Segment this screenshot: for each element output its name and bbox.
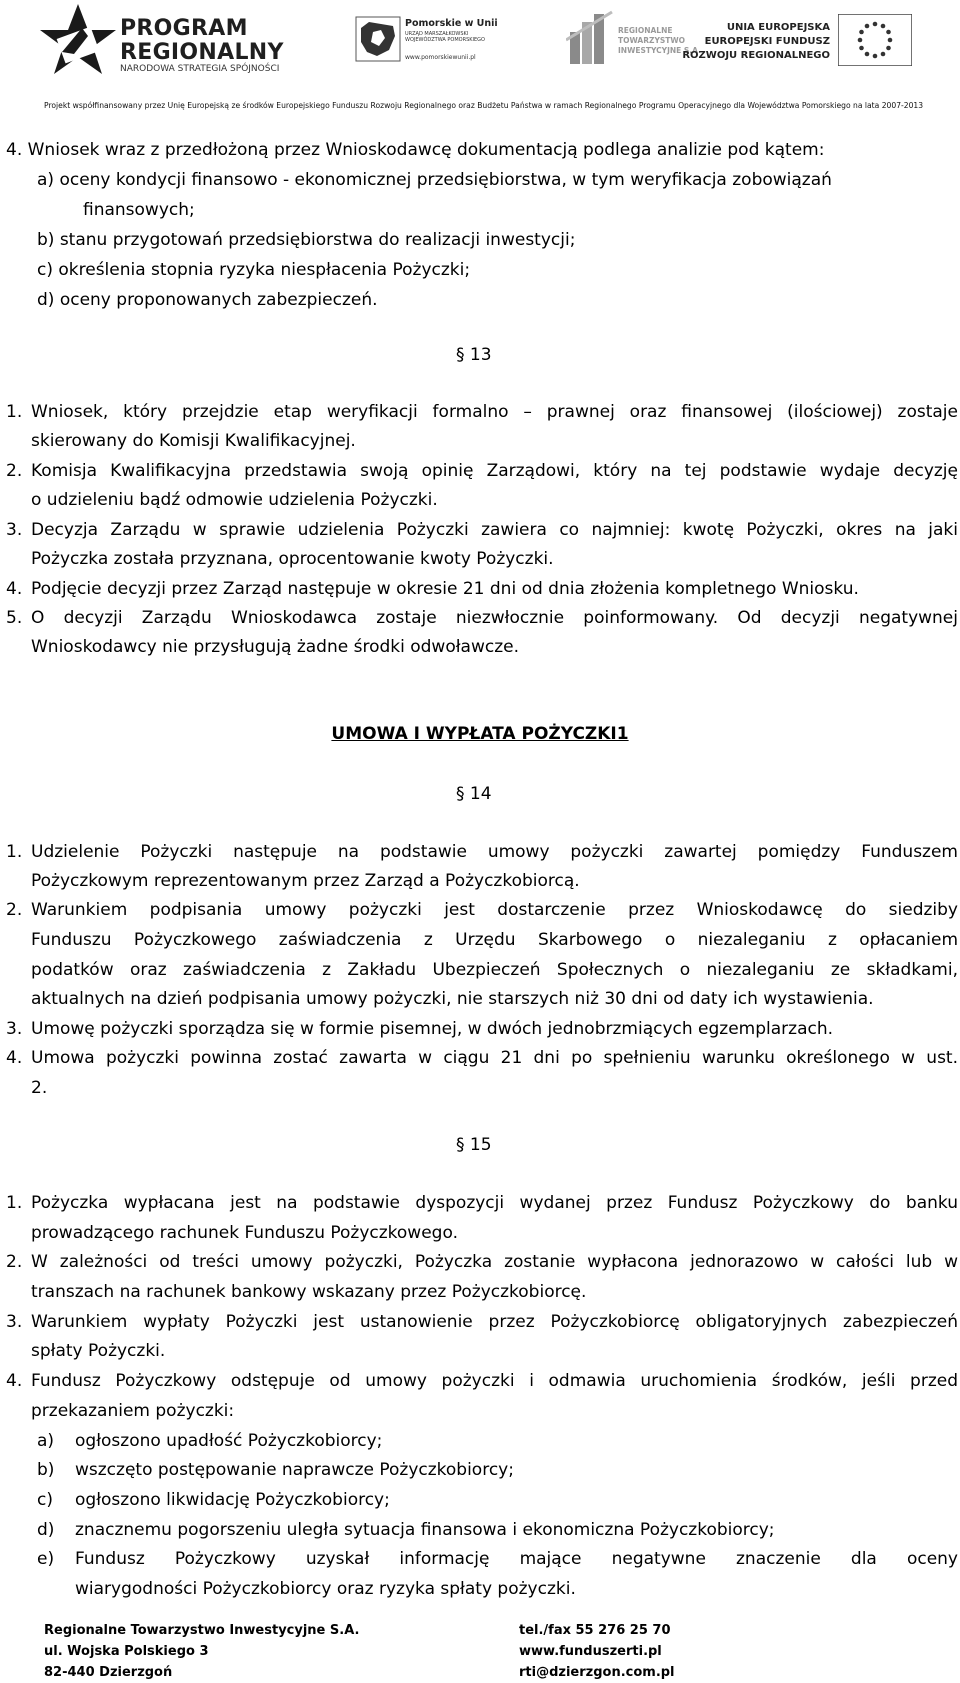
par13-item1-l1: Wniosek, który przejdzie etap weryfikacji formalno – prawnej oraz finansowej (ilościowej) zostaje bbox=[31, 402, 958, 422]
pomorskie-w-unii-logo bbox=[355, 14, 498, 70]
unia-europejska-logo bbox=[682, 14, 912, 74]
par15-sub-e-cont: wiarygodności Pożyczkobiorcy oraz ryzyka spłaty pożyczki. bbox=[75, 1579, 576, 1599]
page-header bbox=[0, 0, 960, 118]
par13-item2-l2: o udzieleniu bądź odmowie udzielenia Pożyczki. bbox=[31, 490, 438, 510]
par15-item1-l1: Pożyczka wypłacana jest na podstawie dyspozycji wydanej przez Fundusz Pożyczkowy do banku bbox=[31, 1193, 958, 1213]
rti-logo bbox=[566, 10, 701, 68]
section-top-p4: 4. Wniosek wraz z przedłożoną przez Wnioskodawcę dokumentacją podlega analizie pod kątem: bbox=[6, 140, 825, 160]
section-top-c: c) określenia stopnia ryzyka niespłacenia Pożyczki; bbox=[37, 260, 471, 280]
par15-item2-l1: W zależności od treści umowy pożyczki, Pożyczka zostanie wypłacona jednorazowo w całości lub w bbox=[31, 1252, 958, 1272]
ue-logo-line1: UNIA EUROPEJSKA bbox=[726, 22, 830, 33]
par15-item2-num: 2. bbox=[6, 1252, 23, 1272]
par15-sub-b-text: wszczęto postępowanie naprawcze Pożyczkobiorcy; bbox=[75, 1460, 514, 1480]
par15-item3-l2: spłaty Pożyczki. bbox=[31, 1341, 166, 1361]
par14-item3-l1: Umowę pożyczki sporządza się w formie pisemnej, w dwóch jednobrzmiących egzemplarzach. bbox=[31, 1019, 834, 1039]
par15-item1-l2: prowadzącego rachunek Funduszu Pożyczkowego. bbox=[31, 1223, 458, 1243]
footer-phone: tel./fax 55 276 25 70 bbox=[519, 1623, 671, 1638]
par15-sub-e-text: Fundusz Pożyczkowy uzyskał informację mające negatywne znaczenie dla oceny bbox=[75, 1549, 958, 1569]
par15-sub-a-text: ogłoszono upadłość Pożyczkobiorcy; bbox=[75, 1431, 383, 1451]
par13-item1-num: 1. bbox=[6, 402, 23, 422]
pomorskie-logo-office bbox=[405, 31, 485, 43]
pomorskie-logo-office-line1: URZĄD MARSZAŁKOWSKI bbox=[405, 31, 469, 37]
pomorskie-logo-url: www.pomorskiewunii.pl bbox=[405, 54, 476, 61]
par13-item2-l1: Komisja Kwalifikacyjna przedstawia swoją opinię Zarządowi, który na tej podstawie wydaje decyzję bbox=[31, 461, 958, 481]
par14-item4-num: 4. bbox=[6, 1048, 23, 1068]
section-top-a-cont: finansowych; bbox=[83, 200, 195, 220]
par13-item3-l2: Pożyczka została przyznana, oprocentowanie kwoty Pożyczki. bbox=[31, 549, 554, 569]
par14-item2-l4: aktualnych na dzień podpisania umowy pożyczki, nie starszych niż 30 dni od daty ich wystawienia. bbox=[31, 989, 874, 1009]
par13-item3-num: 3. bbox=[6, 520, 23, 540]
par13-item4-l1: Podjęcie decyzji przez Zarząd następuje w okresie 21 dni od dnia złożenia kompletnego Wniosku. bbox=[31, 579, 859, 599]
par15-item3-num: 3. bbox=[6, 1312, 23, 1332]
par13-item3-l1: Decyzja Zarządu w sprawie udzielenia Pożyczki zawiera co najmniej: kwotę Pożyczki, okres na jaki bbox=[31, 520, 958, 540]
par14-item1-l1: Udzielenie Pożyczki następuje na podstawie umowy pożyczki zawartej pomiędzy Funduszem bbox=[31, 842, 958, 862]
par14-item3-num: 3. bbox=[6, 1019, 23, 1039]
par13-title: § 13 bbox=[456, 345, 492, 365]
section-heading: UMOWA I WYPŁATA POŻYCZKI1 bbox=[331, 724, 629, 744]
par15-item4-num: 4. bbox=[6, 1371, 23, 1391]
par13-item4-num: 4. bbox=[6, 579, 23, 599]
par14-item1-num: 1. bbox=[6, 842, 23, 862]
program-logo-line2: REGIONALNY bbox=[120, 40, 284, 65]
par15-item4-l1: Fundusz Pożyczkowy odstępuje od umowy pożyczki i odmawia uruchomienia środków, jeśli przed bbox=[31, 1371, 958, 1391]
program-logo-line1: PROGRAM bbox=[120, 16, 248, 41]
pomorskie-map-icon bbox=[355, 16, 401, 62]
star-emblem-icon bbox=[38, 2, 118, 78]
par15-sub-a-label: a) bbox=[37, 1431, 55, 1451]
rti-logo-line2: TOWARZYSTWO bbox=[618, 36, 686, 45]
ue-logo-line3: ROZWOJU REGIONALNEGO bbox=[682, 50, 830, 61]
par14-item1-l2: Pożyczkowym reprezentowanym przez Zarząd a Pożyczkobiorcą. bbox=[31, 871, 580, 891]
rti-logo-line1: REGIONALNE bbox=[618, 26, 673, 35]
par15-item3-l1: Warunkiem wypłaty Pożyczki jest ustanowienie przez Pożyczkobiorcę obligatoryjnych zabezpieczeń bbox=[31, 1312, 958, 1332]
par15-title: § 15 bbox=[456, 1135, 492, 1155]
par13-item2-num: 2. bbox=[6, 461, 23, 481]
par15-sub-e-label: e) bbox=[37, 1549, 55, 1569]
par14-item2-l3: podatków oraz zaświadczenia z Zakładu Ubezpieczeń Społecznych o niezaleganiu ze składkami, bbox=[31, 960, 958, 980]
par13-item5-l1: O decyzji Zarządu Wnioskodawca zostaje niezwłocznie poinformowany. Od decyzji negatywnej bbox=[31, 608, 958, 628]
par13-item1-l2: skierowany do Komisji Kwalifikacyjnej. bbox=[31, 431, 356, 451]
par14-item2-num: 2. bbox=[6, 900, 23, 920]
par14-item2-l1: Warunkiem podpisania umowy pożyczki jest dostarczenie przez Wnioskodawcę do siedziby bbox=[31, 900, 958, 920]
par15-item4-l2: przekazaniem pożyczki: bbox=[31, 1401, 235, 1421]
footer-address bbox=[44, 1620, 359, 1683]
par14-title: § 14 bbox=[456, 784, 492, 804]
par14-item4-l2: 2. bbox=[31, 1078, 48, 1098]
par15-sub-d-text: znacznemu pogorszeniu uległa sytuacja finansowa i ekonomiczna Pożyczkobiorcy; bbox=[75, 1520, 775, 1540]
section-top-d: d) oceny proponowanych zabezpieczeń. bbox=[37, 290, 378, 310]
footer-city: 82-440 Dzierzgoń bbox=[44, 1665, 173, 1680]
page-footer bbox=[0, 1620, 960, 1683]
footer-company: Regionalne Towarzystwo Inwestycyjne S.A. bbox=[44, 1623, 360, 1638]
par14-item2-l2: Funduszu Pożyczkowego zaświadczenia z Urzędu Skarbowego o niezaleganiu z opłacaniem bbox=[31, 930, 958, 950]
program-regionalny-logo bbox=[38, 2, 288, 78]
eu-flag-icon bbox=[838, 14, 912, 66]
footer-email[interactable]: rti@dzierzgon.com.pl bbox=[519, 1665, 675, 1680]
par13-item5-num: 5. bbox=[6, 608, 23, 628]
par15-sub-c-text: ogłoszono likwidację Pożyczkobiorcy; bbox=[75, 1490, 390, 1510]
program-logo-line3: NARODOWA STRATEGIA SPÓJNOŚCI bbox=[120, 64, 280, 74]
rti-logo-line3: INWESTYCYJNE S.A. bbox=[618, 46, 701, 55]
ue-logo-line2: EUROPEJSKI FUNDUSZ bbox=[704, 36, 830, 47]
par13-item5-l2: Wnioskodawcy nie przysługują żadne środki odwoławcze. bbox=[31, 637, 520, 657]
section-top-b: b) stanu przygotowań przedsiębiorstwa do realizacji inwestycji; bbox=[37, 230, 576, 250]
rti-building-icon bbox=[566, 10, 614, 66]
par15-sub-b-label: b) bbox=[37, 1460, 55, 1480]
pomorskie-logo-title: Pomorskie w Unii bbox=[405, 18, 498, 29]
par15-sub-d-label: d) bbox=[37, 1520, 55, 1540]
par14-item4-l1: Umowa pożyczki powinna zostać zawarta w ciągu 21 dni po spełnieniu warunku określonego w ust. bbox=[31, 1048, 958, 1068]
section-top-a: a) oceny kondycji finansowo - ekonomicznej przedsiębiorstwa, w tym weryfikacja zobowiązań bbox=[37, 170, 832, 190]
footer-street: ul. Wojska Polskiego 3 bbox=[44, 1644, 209, 1659]
footer-website[interactable]: www.funduszerti.pl bbox=[519, 1644, 662, 1659]
footer-contact bbox=[519, 1620, 675, 1683]
par15-item2-l2: transzach na rachunek bankowy wskazany przez Pożyczkobiorcę. bbox=[31, 1282, 587, 1302]
pomorskie-logo-office-line2: WOJEWÓDZTWA POMORSKIEGO bbox=[405, 37, 485, 43]
funding-note: Projekt współfinansowany przez Unię Europejską ze środków Europejskiego Funduszu Rozwoju Regionalnego oraz Budżetu Państwa w ramach Regionalnego Programu Operacyjnego dla Województwa Pomorskiego na lata 2007-2013 bbox=[44, 101, 924, 110]
par15-sub-c-label: c) bbox=[37, 1490, 53, 1510]
par15-item1-num: 1. bbox=[6, 1193, 23, 1213]
